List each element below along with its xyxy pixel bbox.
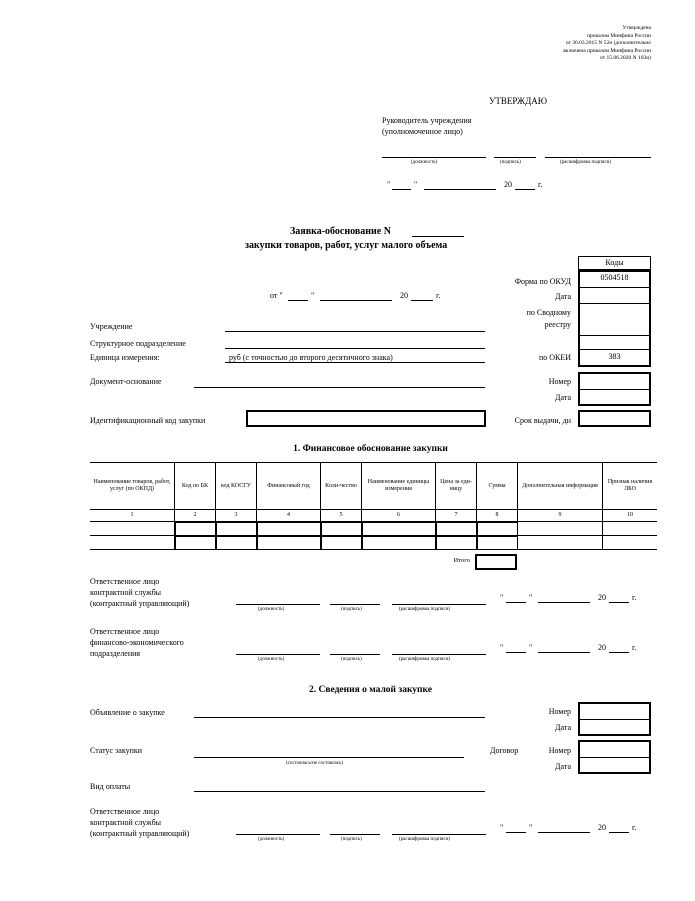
term-label: Срок выдачи, дн [514, 416, 571, 425]
table-cell[interactable] [436, 522, 477, 536]
table-number-cell: 9 [518, 510, 603, 522]
date-month-line[interactable] [320, 300, 392, 301]
table-number-cell: 7 [436, 510, 477, 522]
resp2-month-line[interactable] [538, 652, 590, 653]
date-label: Дата [555, 292, 571, 301]
table-cell[interactable] [362, 536, 436, 550]
svod-label-2: реестру [544, 320, 571, 329]
table-number-row [90, 510, 657, 522]
approve-quote-close: " [414, 180, 418, 189]
responsible-label-line: Ответственное лицо [90, 627, 160, 636]
svod-label-1: по Сводному [526, 308, 571, 317]
okud-value[interactable]: 0504518 [600, 273, 629, 282]
resp3-signature-line[interactable] [330, 834, 380, 835]
approval-note [563, 25, 651, 63]
table-cell[interactable] [518, 522, 603, 536]
approval-note-line: от 30.03.2015 N 52н (дополнительно [565, 40, 651, 46]
status-line[interactable] [194, 757, 464, 758]
subdivision-line[interactable] [225, 348, 485, 349]
table-header-cell: Код по БК [175, 463, 216, 510]
approval-note-line: от 15.06.2020 N 103н) [600, 55, 651, 61]
contract-divider [578, 757, 651, 758]
approve-day-line[interactable] [392, 189, 411, 190]
table-cell[interactable] [175, 536, 216, 550]
resp1-g: г. [632, 593, 637, 602]
okei-label: по ОКЕИ [538, 353, 571, 362]
table-number-cell: 3 [216, 510, 257, 522]
table-cell[interactable] [257, 536, 321, 550]
resp3-day-line[interactable] [506, 832, 526, 833]
approve-signature-line[interactable] [494, 157, 536, 158]
approve-decoding-line[interactable] [545, 157, 651, 158]
cap-decoding: (расшифровка подписи) [399, 607, 451, 612]
basis-divider [578, 389, 651, 390]
okud-label: Форма по ОКУД [514, 277, 571, 286]
unit-label: Единица измерения: [90, 353, 160, 362]
table-number-cell: 4 [257, 510, 321, 522]
cap-position: (должность) [258, 657, 285, 662]
resp1-quote: " [529, 593, 533, 602]
approval-note-line: Утверждена [622, 25, 651, 31]
codes-divider [578, 335, 651, 336]
resp1-day-line[interactable] [506, 602, 526, 603]
resp2-year-line[interactable] [609, 652, 629, 653]
doc-subtitle: закупки товаров, работ, услуг малого объема [245, 240, 448, 251]
okei-value[interactable]: 383 [608, 352, 621, 361]
table-header-cell: Дополнительная информация [518, 463, 603, 510]
resp1-month-line[interactable] [538, 602, 590, 603]
table-cell[interactable] [216, 536, 257, 550]
resp1-position-line[interactable] [236, 604, 320, 605]
table-cell[interactable] [175, 522, 216, 536]
contract-number-label: Номер [548, 746, 571, 755]
responsible-finance-label [90, 626, 184, 659]
table-number-cell: 5 [321, 510, 362, 522]
date-year-line[interactable] [411, 300, 433, 301]
resp2-quote: " [529, 643, 533, 652]
codes-divider [578, 349, 651, 350]
resp1-year: 20 [598, 593, 606, 602]
approve-quote-open: " [387, 180, 391, 189]
codes-header-cell [578, 256, 651, 270]
contract-label: Договор [490, 746, 519, 755]
resp2-quote: " [500, 643, 504, 652]
total-label: Итого [453, 557, 470, 564]
status-label: Статус закупки [90, 746, 143, 755]
table-header-cell: Наименование товаров, работ, услуг (по ОКПД) [90, 463, 175, 510]
approve-year-suffix: г. [538, 180, 543, 189]
ikz-input[interactable] [246, 410, 486, 427]
approve-year-prefix: 20 [504, 180, 512, 189]
resp2-position-line[interactable] [236, 654, 320, 655]
codes-divider [578, 287, 651, 288]
codes-divider [578, 303, 651, 304]
approval-note-line: включена приказом Минфина России [563, 47, 651, 54]
table-header-cell: Финансовый год [257, 463, 321, 510]
table-number-cell: 6 [362, 510, 436, 522]
responsible-contract-label [90, 576, 189, 609]
table-cell[interactable] [90, 522, 175, 536]
basis-date-label: Дата [555, 393, 571, 402]
responsible-label-line: финансово-экономического [90, 638, 184, 647]
resp1-year-line[interactable] [609, 602, 629, 603]
approve-year-line[interactable] [515, 189, 535, 190]
table-cell[interactable] [216, 522, 257, 536]
approval-note-line: приказом Минфина России [587, 32, 651, 39]
total-value[interactable] [475, 554, 517, 570]
table-row [90, 536, 657, 550]
resp3-g: г. [632, 823, 637, 832]
cap-position: (должность) [258, 607, 285, 612]
table-header-cell: Сумма [477, 463, 518, 510]
announcement-number-label: Номер [548, 707, 571, 716]
announcement-label: Объявление о закупке [90, 708, 165, 717]
resp2-signature-line[interactable] [330, 654, 380, 655]
cap-signature: (подпись) [341, 657, 362, 662]
responsible-label-line: Ответственное лицо [90, 807, 160, 816]
ikz-label: Идентификационный код закупки [90, 416, 206, 425]
table-number-cell: 8 [477, 510, 518, 522]
section2-title: 2. Сведения о малой закупке [309, 685, 432, 695]
resp2-g: г. [632, 643, 637, 652]
table-number-cell: 2 [175, 510, 216, 522]
basis-label: Документ-основание [90, 377, 162, 386]
contract-date-label: Дата [555, 762, 571, 771]
cap-signature: (подпись) [341, 837, 362, 842]
payment-line[interactable] [194, 791, 485, 792]
responsible-label-line: (контрактный управляющий) [90, 599, 190, 608]
date-from: от " [270, 291, 283, 300]
resp3-position-line[interactable] [236, 834, 320, 835]
resp3-decoding-line[interactable] [392, 834, 486, 835]
approve-title: УТВЕРЖДАЮ [489, 96, 548, 106]
resp2-decoding-line[interactable] [392, 654, 486, 655]
cap-signature: (подпись) [341, 607, 362, 612]
table-cell[interactable] [90, 536, 175, 550]
resp2-day-line[interactable] [506, 652, 526, 653]
resp3-year-line[interactable] [609, 832, 629, 833]
table-cell[interactable] [603, 536, 658, 550]
cap-signature: (подпись) [500, 160, 521, 165]
approve-position-line[interactable] [382, 157, 486, 158]
resp3-year: 20 [598, 823, 606, 832]
doc-title: Заявка-обоснование N [290, 226, 391, 237]
table-row [90, 522, 657, 536]
unit-value: руб (с точностью до второго десятичного знака) [229, 353, 393, 362]
doc-number-line[interactable] [412, 236, 464, 237]
responsible-contract-label-2 [90, 806, 189, 839]
basis-line[interactable] [194, 387, 485, 388]
announcement-divider [578, 719, 651, 720]
section1-title: 1. Финансовое обоснование закупки [293, 444, 448, 454]
table-cell[interactable] [436, 536, 477, 550]
approve-month-line[interactable] [424, 189, 496, 190]
subdivision-label: Структурное подразделение [90, 339, 186, 348]
announcement-date-label: Дата [555, 723, 571, 732]
table-cell[interactable] [321, 522, 362, 536]
table-header-row [90, 463, 657, 510]
responsible-label-line: контрактной службы [90, 588, 162, 597]
table-header-cell: Признак наличия ЛБО [603, 463, 658, 510]
responsible-label-line: подразделения [90, 649, 141, 658]
cap-position: (должность) [411, 160, 438, 165]
table-cell[interactable] [257, 522, 321, 536]
head-label-1: Руководитель учреждения [382, 116, 472, 125]
date-quote: " [311, 291, 315, 300]
resp2-year: 20 [598, 643, 606, 652]
codes-header: Коды [605, 258, 624, 267]
resp3-quote: " [529, 823, 533, 832]
table-cell[interactable] [477, 536, 518, 550]
unit-line [225, 362, 485, 363]
announcement-line[interactable] [194, 717, 485, 718]
resp1-signature-line[interactable] [330, 604, 380, 605]
cap-decoding: (расшифровка подписи) [560, 160, 612, 165]
finance-table [90, 462, 657, 550]
date-year: 20 [400, 291, 408, 300]
date-g: г. [436, 291, 441, 300]
date-day-line[interactable] [288, 300, 308, 301]
table-number-cell: 10 [603, 510, 658, 522]
cap-decoding: (расшифровка подписи) [399, 837, 451, 842]
institution-label: Учреждение [90, 322, 133, 331]
table-cell[interactable] [603, 522, 658, 536]
head-label-2: (уполномоченное лицо) [382, 127, 463, 136]
table-cell[interactable] [362, 522, 436, 536]
payment-label: Вид оплаты [90, 782, 131, 791]
resp1-quote: " [500, 593, 504, 602]
table-number-cell: 1 [90, 510, 175, 522]
institution-line[interactable] [225, 331, 485, 332]
table-header-cell: код КОСГУ [216, 463, 257, 510]
term-input[interactable] [578, 410, 651, 427]
table-cell[interactable] [518, 536, 603, 550]
status-caption: (состоялась/не состоялась) [286, 761, 344, 766]
resp3-month-line[interactable] [538, 832, 590, 833]
responsible-label-line: Ответственное лицо [90, 577, 160, 586]
table-cell[interactable] [477, 522, 518, 536]
table-cell[interactable] [321, 536, 362, 550]
table-header-cell: Цена за еди-ницу [436, 463, 477, 510]
resp1-decoding-line[interactable] [392, 604, 486, 605]
resp3-quote: " [500, 823, 504, 832]
responsible-label-line: контрактной службы [90, 818, 162, 827]
cap-decoding: (расшифровка подписи) [399, 657, 451, 662]
basis-number-label: Номер [548, 377, 571, 386]
responsible-label-line: (контрактный управляющий) [90, 829, 190, 838]
table-header-cell: Наименование единицы измерения [362, 463, 436, 510]
table-header-cell: Коли-чество [321, 463, 362, 510]
cap-position: (должность) [258, 837, 285, 842]
